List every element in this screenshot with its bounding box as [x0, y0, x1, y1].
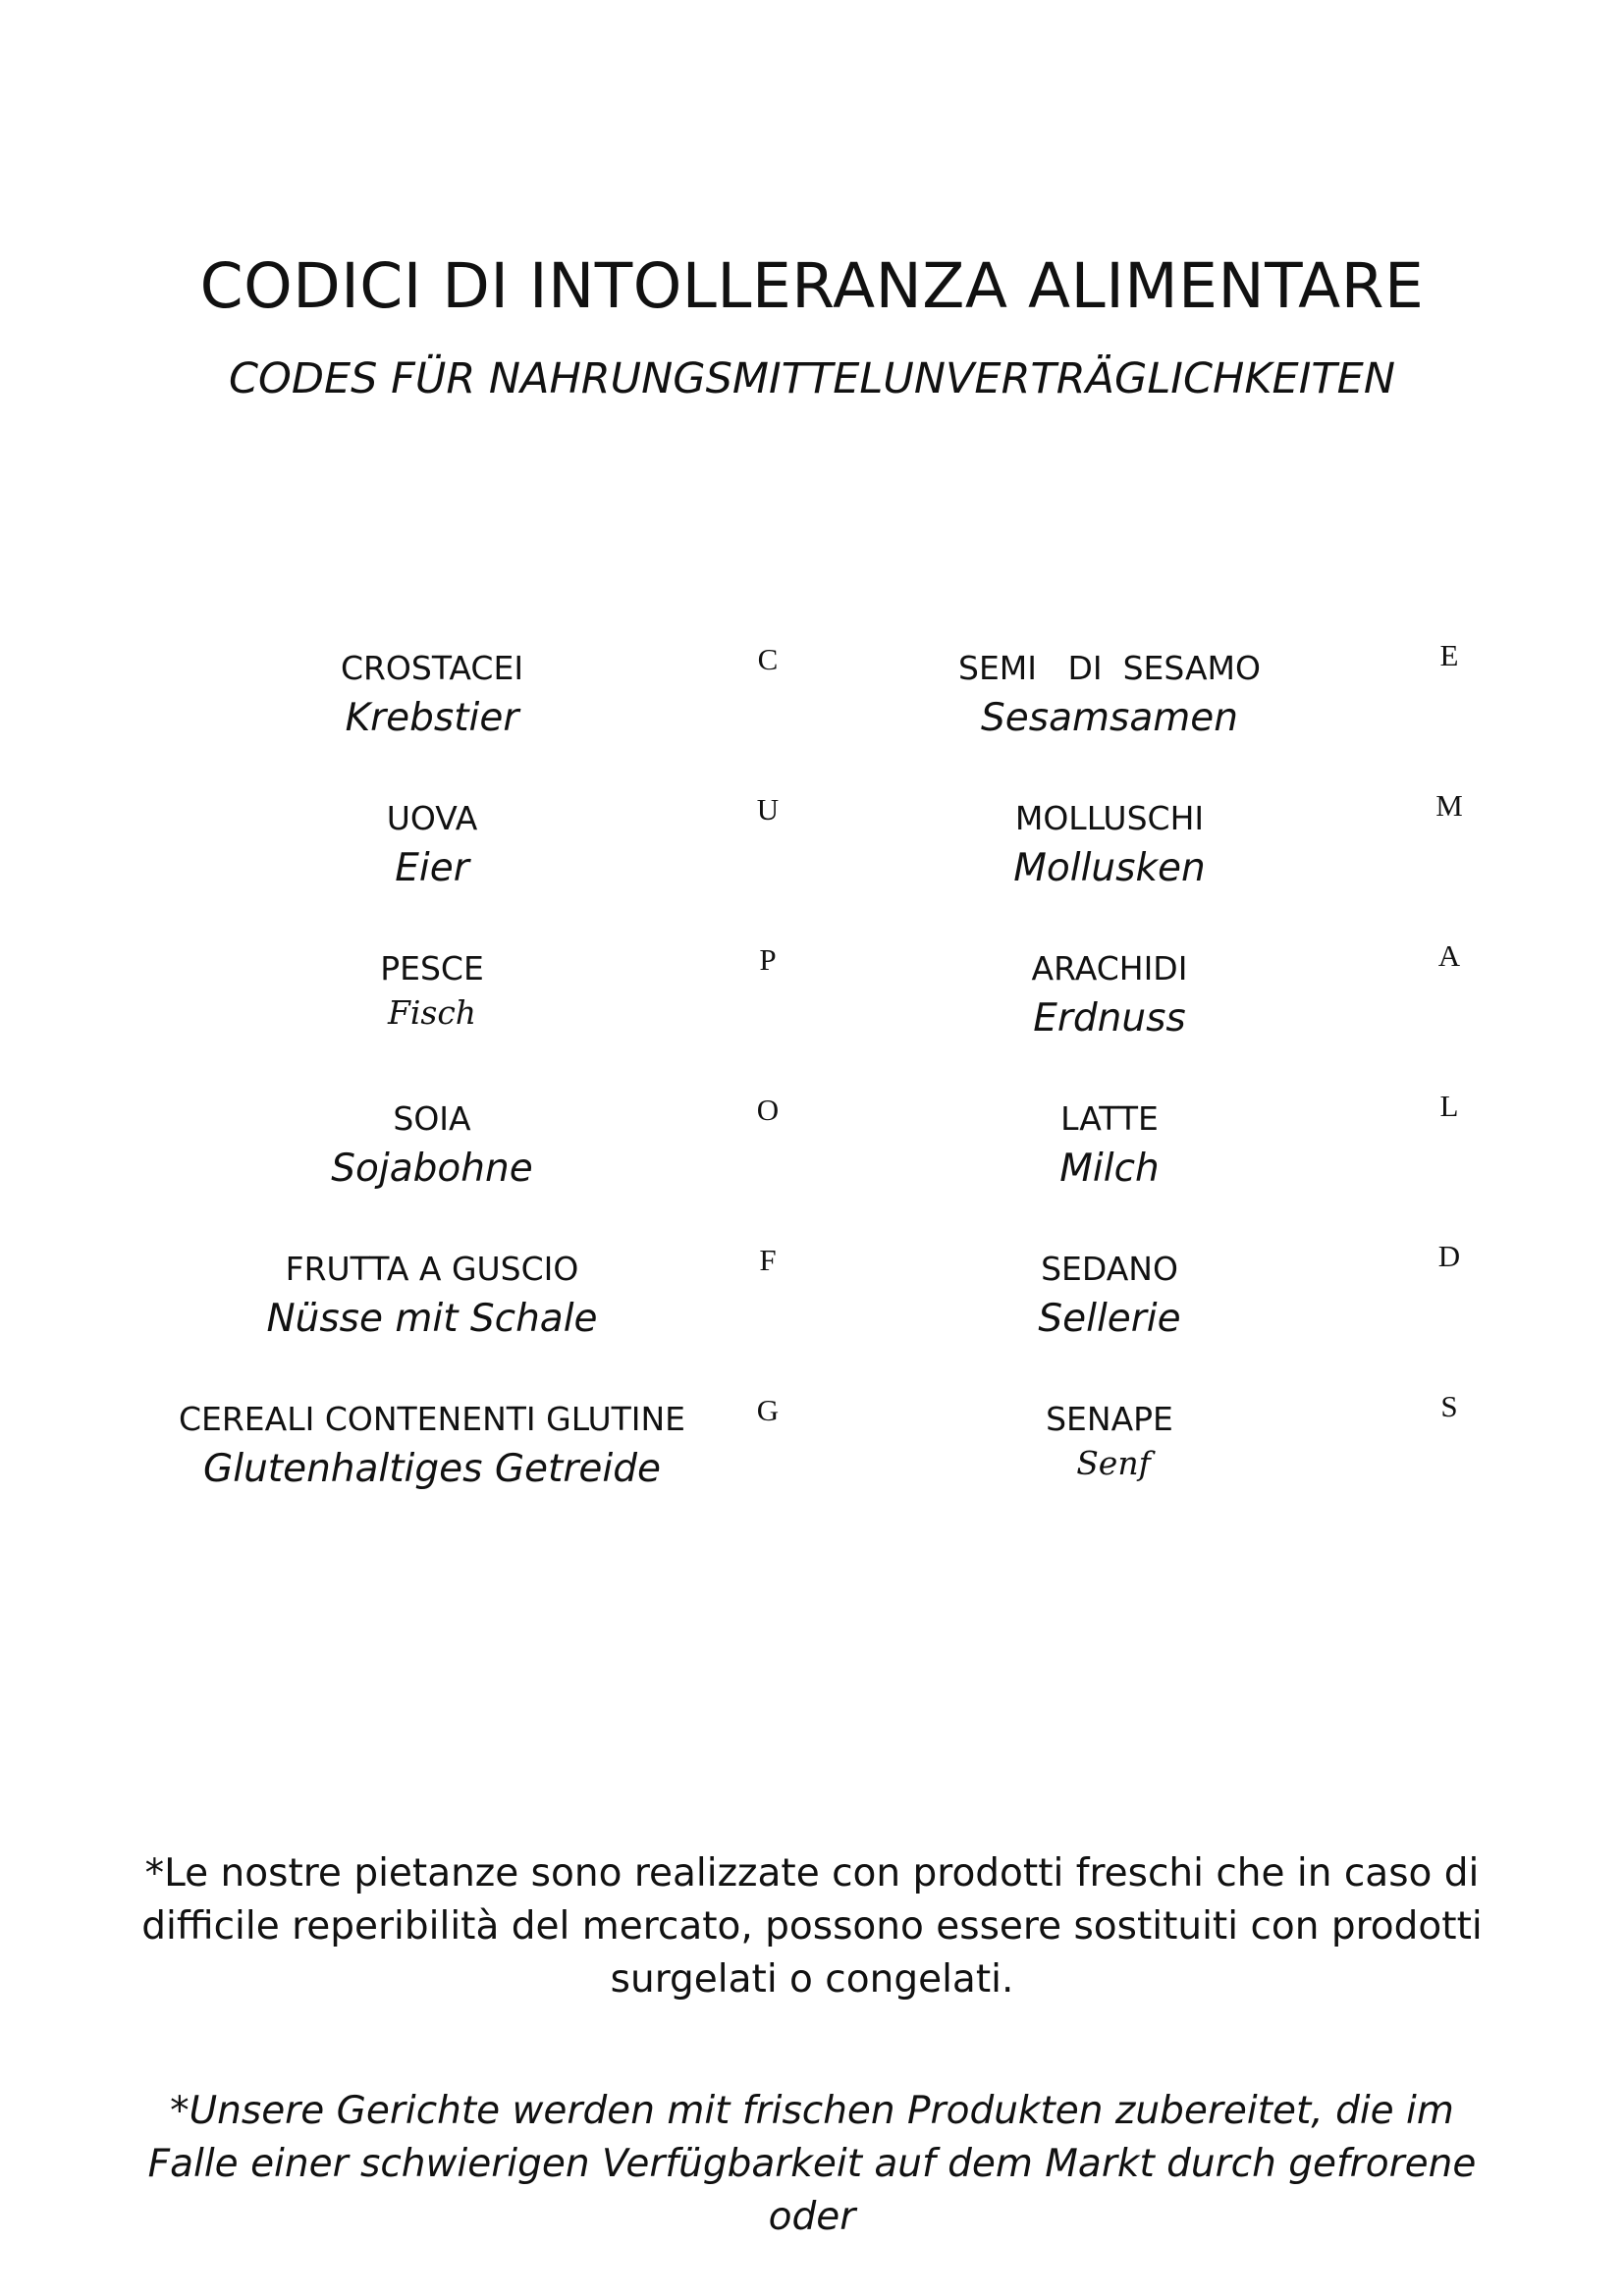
allergen-item-sesamo [756, 648, 1463, 744]
allergen-code: L [1439, 1089, 1459, 1123]
allergen-item-crostacei [79, 648, 785, 744]
allergen-item-molluschi [756, 798, 1463, 894]
allergen-name-it: ARACHIDI [1031, 949, 1188, 988]
page-subtitle: CODES FÜR NAHRUNGSMITTELUNVERTRÄGLICHKEITEN [229, 354, 1395, 403]
allergen-code: M [1435, 788, 1463, 823]
allergen-name-de: Senf [1076, 1444, 1151, 1482]
allergen-item-arachidi [756, 948, 1463, 1044]
allergen-name-it: MOLLUSCHI [1014, 799, 1205, 837]
allergen-name-de: Krebstier [345, 696, 519, 740]
allergen-code: F [759, 1243, 777, 1277]
allergen-item-senape [756, 1399, 1463, 1485]
allergen-name-it: SOIA [393, 1099, 471, 1138]
allergen-code: O [756, 1093, 780, 1127]
allergen-name-de: Nüsse mit Schale [266, 1297, 598, 1341]
allergen-name-it: SEDANO [1041, 1250, 1178, 1288]
allergen-code: U [756, 792, 780, 827]
allergen-item-pesce [79, 948, 785, 1035]
allergen-name-de: Sojabohne [331, 1147, 533, 1191]
allergen-code: C [757, 642, 779, 676]
allergen-name-de: Erdnuss [1033, 996, 1186, 1041]
allergen-name-de: Eier [395, 846, 469, 890]
allergen-name-it: CEREALI CONTENENTI GLUTINE [178, 1400, 686, 1438]
allergen-item-frutta-a-guscio [79, 1249, 785, 1345]
allergen-name-it: LATTE [1060, 1099, 1159, 1138]
allergen-code: E [1439, 638, 1459, 672]
page-title: CODICI DI INTOLLERANZA ALIMENTARE [199, 250, 1425, 322]
allergen-code: D [1437, 1239, 1461, 1273]
allergen-code: G [756, 1393, 780, 1427]
allergen-item-latte [756, 1098, 1463, 1195]
allergen-name-de: Glutenhaltiges Getreide [203, 1447, 661, 1491]
allergen-code: S [1440, 1389, 1458, 1423]
allergen-item-cereali [79, 1399, 785, 1495]
allergen-item-sedano [756, 1249, 1463, 1345]
allergen-name-de: Milch [1059, 1147, 1160, 1191]
allergen-name-de: Sellerie [1038, 1297, 1181, 1341]
allergen-name-it: SENAPE [1046, 1400, 1173, 1438]
allergen-name-it: CROSTACEI [340, 649, 524, 687]
allergen-name-it: FRUTTA A GUSCIO [285, 1250, 579, 1288]
allergen-name-de: Fisch [387, 993, 477, 1032]
allergen-name-it: SEMI DI SESAMO [958, 649, 1261, 687]
allergen-item-uova [79, 798, 785, 894]
allergen-name-it: PESCE [380, 949, 484, 988]
allergen-name-de: Sesamsamen [981, 696, 1238, 740]
allergen-code: A [1437, 938, 1461, 973]
allergen-name-it: UOVA [386, 799, 478, 837]
footnote-italian: *Le nostre pietanze sono realizzate con prodotti freschi che in caso di difficile reperibilità del mercato, possono essere sostituiti con prodotti surgelati o congelati. [141, 1851, 1483, 2002]
allergen-code: P [759, 942, 777, 977]
allergen-item-soia [79, 1098, 785, 1195]
allergen-name-de: Mollusken [1013, 846, 1206, 890]
footnote-german: *Unsere Gerichte werden mit frischen Produkten zubereitet, die im Falle einer schwierigen Verfügbarkeit auf dem Markt durch gefrorene oder [147, 2089, 1477, 2239]
